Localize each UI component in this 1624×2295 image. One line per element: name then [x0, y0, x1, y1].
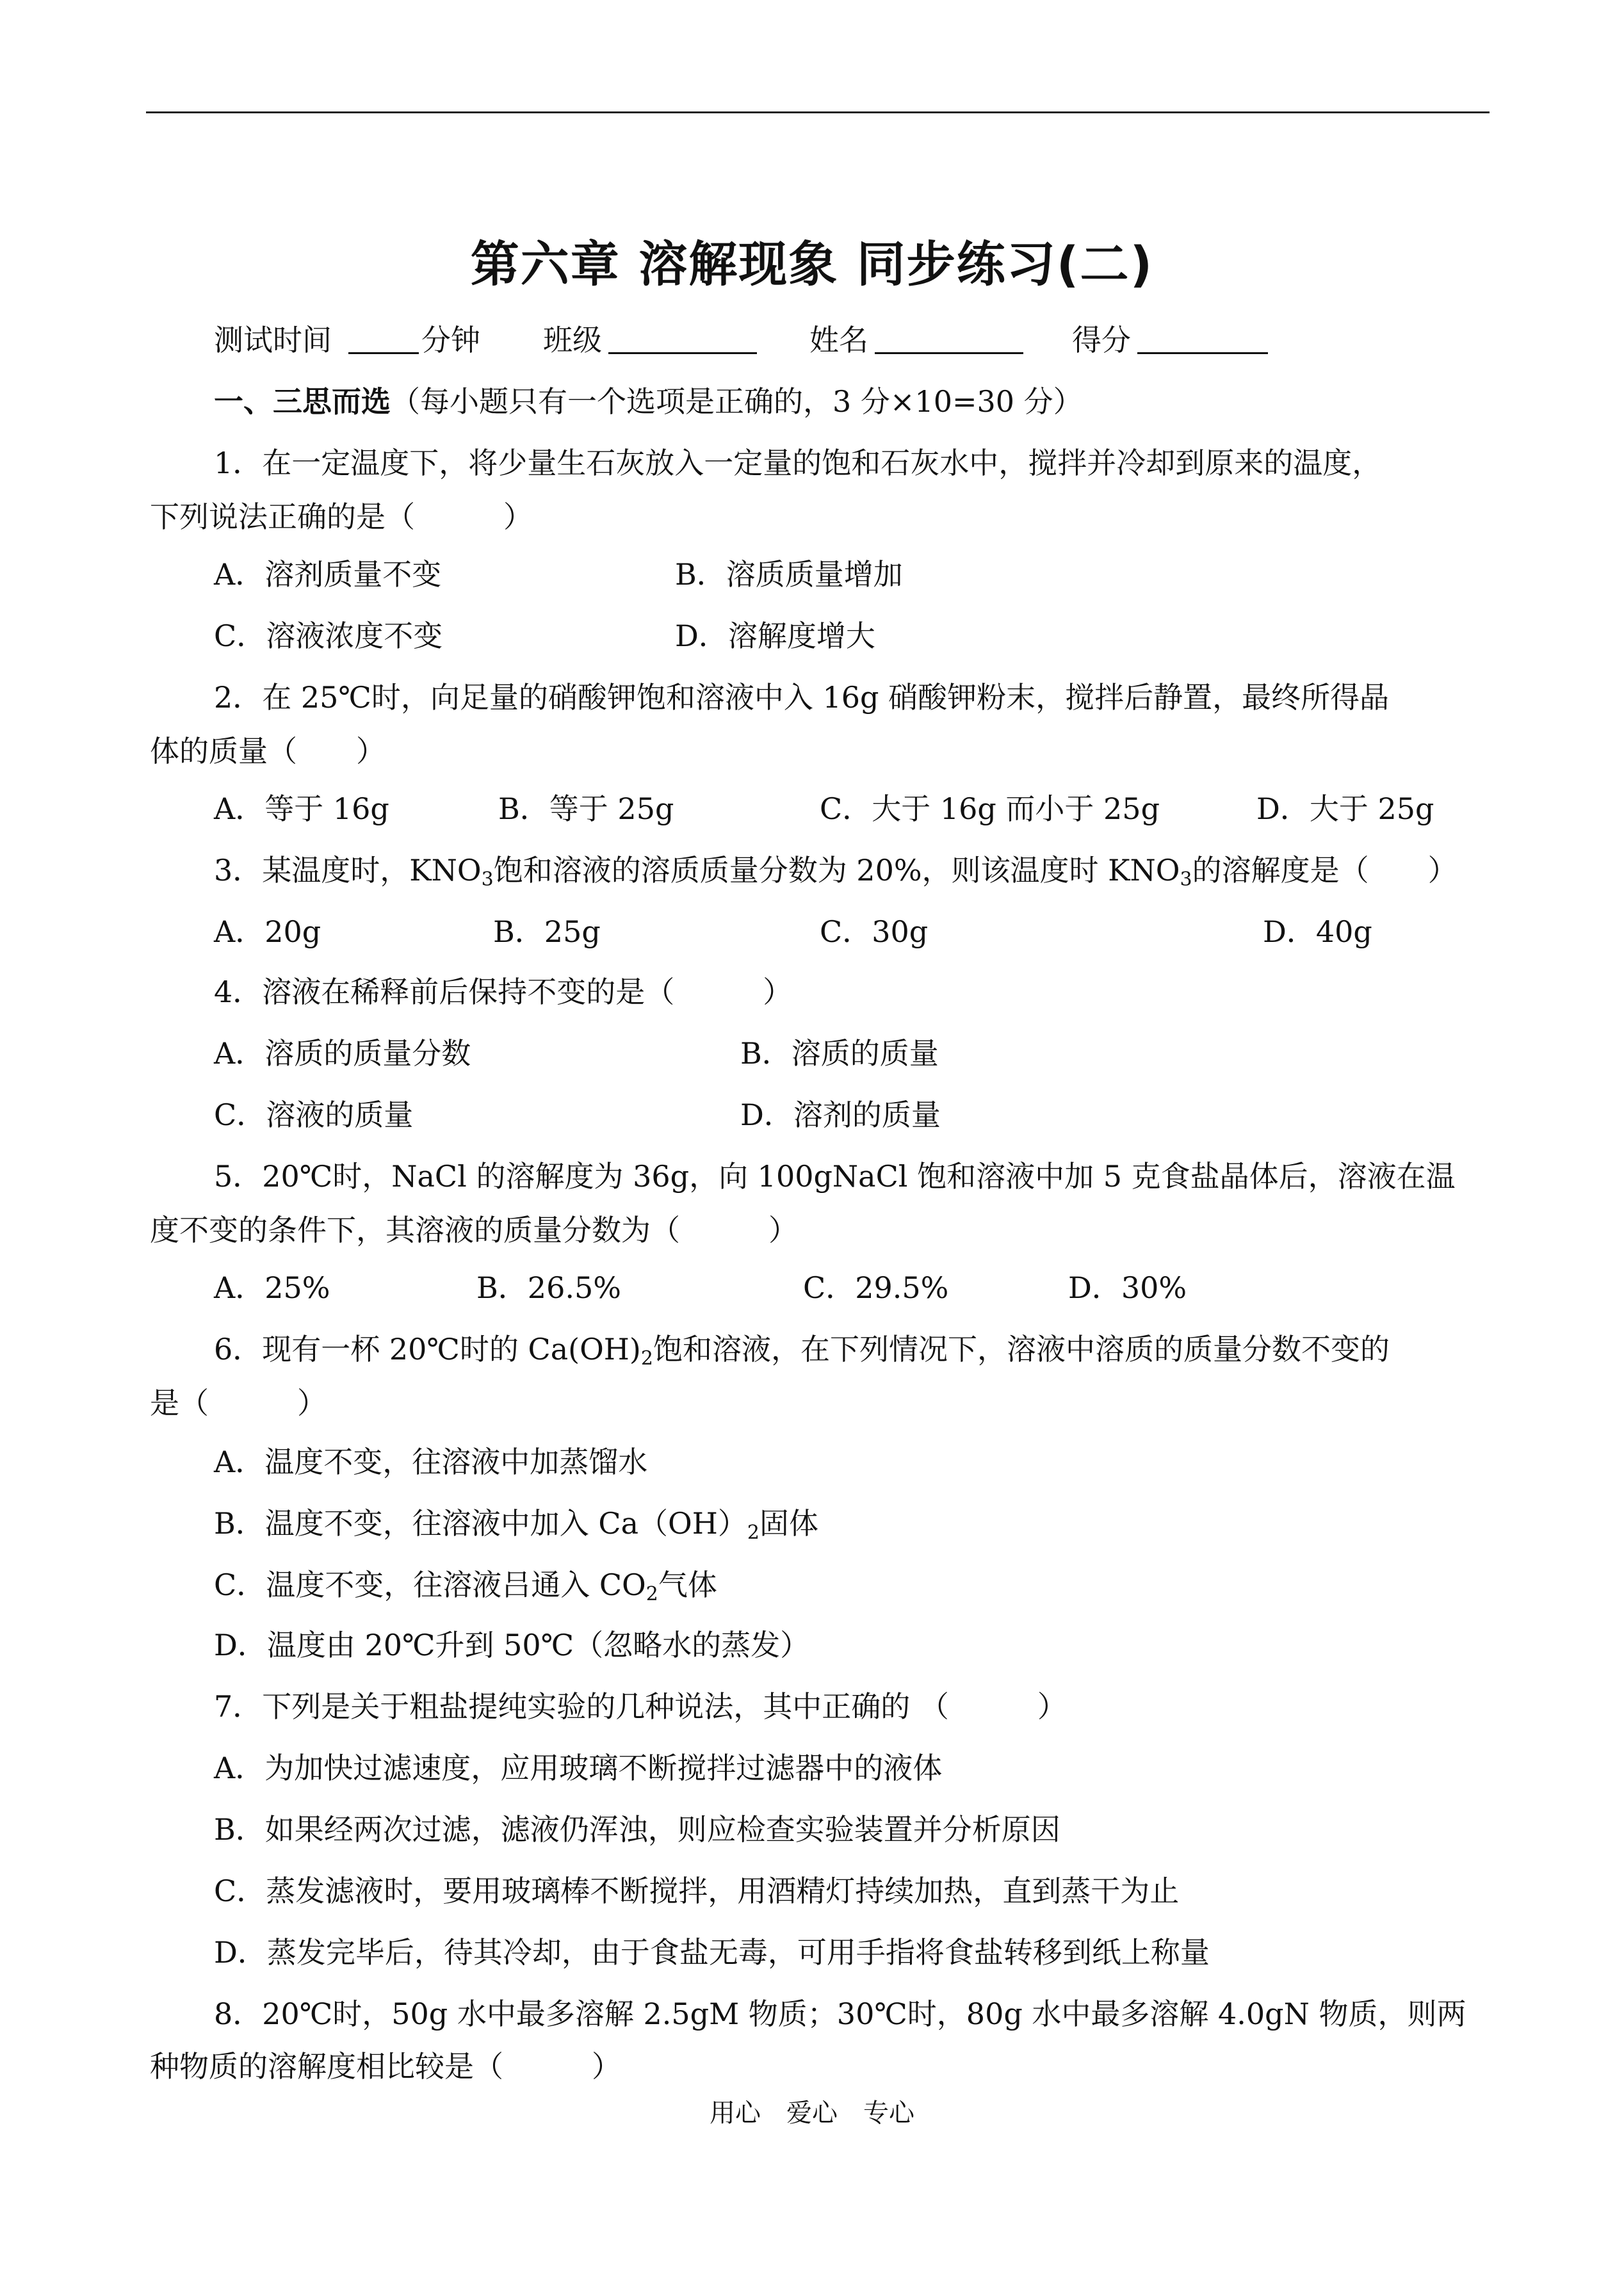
question-6-option-b-subscript: 2	[747, 1521, 759, 1544]
question-5-option-c: C．29.5%	[803, 1270, 949, 1305]
question-2-option-a: A．等于 16g	[214, 791, 389, 826]
question-5-option-a: A．25%	[214, 1270, 330, 1305]
question-6-text-2: 饱和溶液，在下列情况下，溶液中溶质的质量分数不变的	[653, 1332, 1390, 1366]
question-6-option-b-text-1: B．温度不变，往溶液中加入 Ca（OH）	[214, 1506, 747, 1541]
question-5-line-2: 度不变的条件下，其溶液的质量分数为（ ）	[150, 1213, 798, 1247]
score-label: 得分	[1072, 323, 1131, 357]
question-6-option-b-text-2: 固体	[759, 1506, 818, 1541]
page-footer: 用心 爱心 专心	[710, 2098, 914, 2128]
question-4-option-c: C．溶液的质量	[214, 1098, 414, 1132]
question-7-option-a: A．为加快过滤速度，应用玻璃不断搅拌过滤器中的液体	[214, 1751, 943, 1785]
question-6-text-1: 6．现有一杯 20℃时的 Ca(OH)	[214, 1332, 641, 1366]
question-3-option-c: C．30g	[820, 914, 929, 949]
question-3-text-2: 饱和溶液的溶质质量分数为 20%，则该温度时 KNO	[493, 853, 1180, 888]
question-3-text-3: 的溶解度是（ ）	[1192, 853, 1458, 888]
question-6-line-1	[214, 1331, 1390, 1368]
question-6-option-d: D．温度由 20℃升到 50℃（忽略水的蒸发）	[214, 1628, 810, 1662]
class-blank[interactable]	[608, 324, 757, 354]
question-1-option-b: B．溶质质量增加	[675, 557, 903, 592]
question-2-option-b: B．等于 25g	[498, 791, 674, 826]
time-blank[interactable]	[348, 324, 419, 354]
question-1-line-2: 下列说法正确的是（ ）	[150, 499, 533, 534]
question-6-option-c-text-2: 气体	[658, 1568, 717, 1602]
name-blank[interactable]	[875, 324, 1023, 354]
section-heading	[214, 383, 1083, 420]
question-4-option-b: B．溶质的质量	[740, 1036, 939, 1071]
question-6-option-c-text-1: C．温度不变，往溶液吕通入 CO	[214, 1568, 646, 1602]
question-1-option-a: A．溶剂质量不变	[214, 557, 442, 592]
question-2-option-c: C．大于 16g 而小于 25g	[820, 791, 1160, 826]
question-3-subscript-2: 3	[1180, 868, 1192, 891]
question-5-line-1: 5．20℃时，NaCl 的溶解度为 36g，向 100gNaCl 饱和溶液中加 5 克食盐晶体后，溶液在温	[214, 1159, 1456, 1194]
question-3-text-1: 3．某温度时，KNO	[214, 853, 482, 888]
question-6-option-c	[214, 1566, 717, 1603]
section-note: （每小题只有一个选项是正确的，3 分×10=30 分）	[391, 384, 1083, 419]
question-6-line-2: 是（ ）	[150, 1386, 327, 1420]
header-rule	[146, 111, 1490, 113]
class-label: 班级	[543, 323, 602, 357]
question-2-option-d: D．大于 25g	[1256, 791, 1434, 826]
question-6-option-c-subscript: 2	[646, 1583, 658, 1605]
question-7-option-d: D．蒸发完毕后，待其冷却，由于食盐无毒，可用手指将食盐转移到纸上称量	[214, 1935, 1210, 1970]
question-3-subscript-1: 3	[481, 868, 494, 891]
question-1-option-d: D．溶解度增大	[675, 619, 875, 653]
question-8-line-2: 种物质的溶解度相比较是（ ）	[150, 2049, 621, 2084]
minutes-label: 分钟	[421, 323, 480, 357]
question-1-option-c: C．溶液浓度不变	[214, 619, 443, 653]
time-label: 测试时间	[214, 323, 332, 357]
question-6-option-b	[214, 1505, 818, 1542]
question-3-option-b: B．25g	[493, 914, 601, 949]
page-title: 第六章 溶解现象 同步练习(二)	[470, 236, 1154, 293]
section-title: 一、三思而选	[214, 384, 391, 419]
question-3-line-1	[214, 852, 1458, 889]
question-6-subscript: 2	[640, 1347, 653, 1370]
question-4-option-d: D．溶剂的质量	[740, 1098, 941, 1132]
name-label: 姓名	[809, 323, 868, 357]
question-3-option-a: A．20g	[214, 914, 321, 949]
question-4-option-a: A．溶质的质量分数	[214, 1036, 471, 1071]
question-8-line-1: 8．20℃时，50g 水中最多溶解 2.5gM 物质；30℃时，80g 水中最多溶解 4.0gN 物质，则两	[214, 1997, 1466, 2031]
question-3-option-d: D．40g	[1263, 914, 1372, 949]
question-5-option-b: B．26.5%	[476, 1270, 621, 1305]
question-7-line-1: 7．下列是关于粗盐提纯实验的几种说法，其中正确的 （ ）	[214, 1689, 1067, 1724]
question-7-option-b: B．如果经两次过滤，滤液仍浑浊，则应检查实验装置并分析原因	[214, 1812, 1060, 1847]
question-1-line-1: 1．在一定温度下，将少量生石灰放入一定量的饱和石灰水中，搅拌并冷却到原来的温度，	[214, 446, 1382, 480]
question-2-line-1: 2．在 25℃时，向足量的硝酸钾饱和溶液中入 16g 硝酸钾粉末，搅拌后静置，最终所得晶	[214, 680, 1390, 715]
score-blank[interactable]	[1137, 324, 1268, 354]
question-5-option-d: D．30%	[1068, 1270, 1187, 1305]
question-7-option-c: C．蒸发滤液时，要用玻璃棒不断搅拌，用酒精灯持续加热，直到蒸干为止	[214, 1874, 1180, 1908]
question-4-line-1: 4．溶液在稀释前后保持不变的是（ ）	[214, 975, 793, 1009]
question-2-line-2: 体的质量（ ）	[150, 734, 386, 768]
question-6-option-a: A．温度不变，往溶液中加蒸馏水	[214, 1445, 648, 1479]
